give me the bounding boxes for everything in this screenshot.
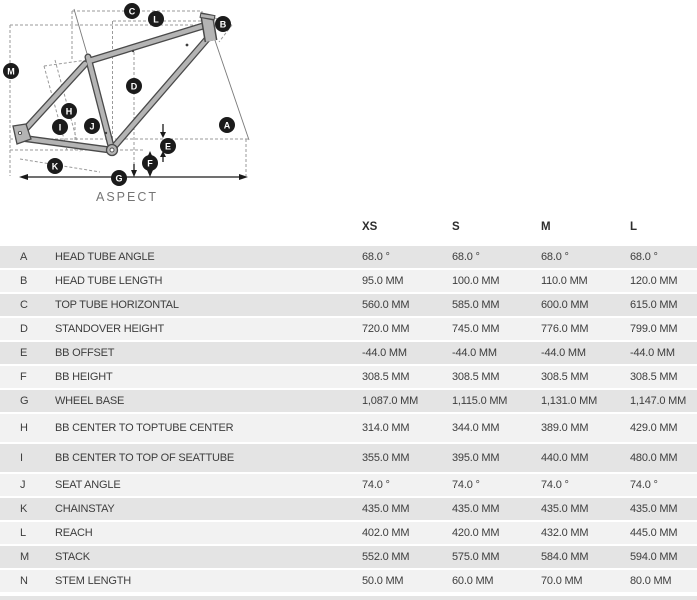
cell-xs: 560.0 MM — [362, 299, 410, 311]
svg-text:G: G — [115, 173, 123, 184]
row-label: STANDOVER HEIGHT — [55, 323, 165, 335]
cell-l: 80.0 MM — [630, 575, 672, 587]
svg-text:C: C — [128, 6, 136, 17]
cell-xs: 402.0 MM — [362, 527, 410, 539]
cell-s: 745.0 MM — [452, 323, 500, 335]
table-row-k — [0, 498, 697, 520]
row-letter: J — [20, 479, 26, 491]
row-label: STACK — [55, 551, 90, 563]
cell-m: 70.0 MM — [541, 575, 583, 587]
bike-frame-diagram-svg — [0, 0, 262, 208]
cell-xs: 308.5 MM — [362, 371, 410, 383]
cell-l: 594.0 MM — [630, 551, 678, 563]
svg-text:F: F — [147, 158, 153, 169]
cell-s: 100.0 MM — [452, 275, 500, 287]
cell-xs: 50.0 MM — [362, 575, 404, 587]
row-label: BB CENTER TO TOPTUBE CENTER — [55, 422, 234, 434]
row-letter: C — [20, 299, 28, 311]
row-letter: I — [20, 452, 23, 464]
table-row-h — [0, 414, 697, 442]
cell-s: 308.5 MM — [452, 371, 500, 383]
svg-text:H: H — [65, 106, 73, 117]
cell-m: 776.0 MM — [541, 323, 589, 335]
cell-l: 68.0 ° — [630, 251, 658, 263]
svg-text:M: M — [7, 66, 15, 77]
cell-m: 600.0 MM — [541, 299, 589, 311]
cell-l: 799.0 MM — [630, 323, 678, 335]
cell-l: -44.0 MM — [630, 347, 675, 359]
cell-l: 1,147.0 MM — [630, 395, 687, 407]
row-label: SEAT ANGLE — [55, 479, 121, 491]
diagram-marker-b — [215, 16, 231, 32]
cell-m: -44.0 MM — [541, 347, 586, 359]
diagram-marker-h — [61, 103, 77, 119]
cell-l: 308.5 MM — [630, 371, 678, 383]
row-label: HEAD TUBE ANGLE — [55, 251, 155, 263]
row-letter: A — [20, 251, 28, 263]
row-letter: M — [20, 551, 29, 563]
table-row-l — [0, 522, 697, 544]
table-row-c — [0, 294, 697, 316]
cell-l: 429.0 MM — [630, 422, 678, 434]
cell-l: 74.0 ° — [630, 479, 658, 491]
row-letter: E — [20, 347, 28, 359]
cell-s: 435.0 MM — [452, 503, 500, 515]
cell-xs: 1,087.0 MM — [362, 395, 419, 407]
cell-m: 1,131.0 MM — [541, 395, 598, 407]
cell-s: 74.0 ° — [452, 479, 480, 491]
cell-xs: 74.0 ° — [362, 479, 390, 491]
cell-xs: 314.0 MM — [362, 422, 410, 434]
row-label: HEAD TUBE LENGTH — [55, 275, 163, 287]
svg-text:L: L — [153, 14, 159, 25]
table-row-m — [0, 546, 697, 568]
row-letter: H — [20, 422, 28, 434]
diagram-marker-j — [84, 118, 100, 134]
svg-text:I: I — [58, 122, 62, 133]
cell-s: 60.0 MM — [452, 575, 494, 587]
diagram-marker-g — [111, 170, 127, 186]
row-label: REACH — [55, 527, 93, 539]
row-letter: D — [20, 323, 28, 335]
cell-m: 435.0 MM — [541, 503, 589, 515]
cell-s: 395.0 MM — [452, 452, 500, 464]
diagram-marker-c — [124, 3, 140, 19]
column-header-xs: XS — [362, 221, 378, 233]
cell-m: 74.0 ° — [541, 479, 569, 491]
cell-l: 120.0 MM — [630, 275, 678, 287]
next-row-edge — [0, 596, 697, 600]
row-label: BB HEIGHT — [55, 371, 113, 383]
cell-m: 389.0 MM — [541, 422, 589, 434]
frame-tubes — [13, 15, 215, 156]
diagram-caption: ASPECT — [95, 190, 159, 204]
table-row-b — [0, 270, 697, 292]
svg-text:D: D — [130, 81, 138, 92]
cell-l: 480.0 MM — [630, 452, 678, 464]
row-label: BB OFFSET — [55, 347, 115, 359]
diagram-marker-i — [52, 119, 68, 135]
diagram-marker-l — [148, 11, 164, 27]
row-label: TOP TUBE HORIZONTAL — [55, 299, 179, 311]
column-header-l: L — [630, 221, 638, 233]
row-label: STEM LENGTH — [55, 575, 132, 587]
svg-text:B: B — [219, 19, 227, 30]
column-header-m: M — [541, 221, 551, 233]
row-letter: F — [20, 371, 27, 383]
row-letter: N — [20, 575, 28, 587]
row-letter: K — [20, 503, 28, 515]
cell-xs: 435.0 MM — [362, 503, 410, 515]
diagram-marker-d — [126, 78, 142, 94]
table-row-i — [0, 444, 697, 472]
table-row-a — [0, 246, 697, 268]
svg-text:A: A — [223, 120, 231, 131]
cell-xs: 68.0 ° — [362, 251, 390, 263]
table-row-j — [0, 474, 697, 496]
cell-l: 615.0 MM — [630, 299, 678, 311]
row-label: BB CENTER TO TOP OF SEATTUBE — [55, 452, 234, 464]
cell-m: 584.0 MM — [541, 551, 589, 563]
cell-l: 445.0 MM — [630, 527, 678, 539]
diagram-marker-a — [219, 117, 235, 133]
diagram-marker-e — [160, 138, 176, 154]
cell-m: 432.0 MM — [541, 527, 589, 539]
diagram-marker-f — [142, 155, 158, 171]
cell-s: 585.0 MM — [452, 299, 500, 311]
svg-text:E: E — [164, 141, 172, 152]
column-header-s: S — [452, 221, 460, 233]
svg-text:J: J — [89, 121, 95, 132]
svg-text:K: K — [51, 161, 59, 172]
cell-xs: -44.0 MM — [362, 347, 407, 359]
row-letter: L — [20, 527, 26, 539]
cell-xs: 355.0 MM — [362, 452, 410, 464]
cell-s: 575.0 MM — [452, 551, 500, 563]
cell-xs: 552.0 MM — [362, 551, 410, 563]
cell-m: 308.5 MM — [541, 371, 589, 383]
table-row-n — [0, 570, 697, 592]
cell-s: 420.0 MM — [452, 527, 500, 539]
cell-m: 110.0 MM — [541, 275, 588, 287]
cell-s: -44.0 MM — [452, 347, 497, 359]
row-label: WHEEL BASE — [55, 395, 125, 407]
table-row-g — [0, 390, 697, 412]
cell-s: 1,115.0 MM — [452, 395, 508, 407]
cell-s: 344.0 MM — [452, 422, 500, 434]
row-letter: G — [20, 395, 29, 407]
cell-l: 435.0 MM — [630, 503, 678, 515]
row-letter: B — [20, 275, 28, 287]
table-row-f — [0, 366, 697, 388]
table-row-d — [0, 318, 697, 340]
table-header-row — [0, 208, 697, 246]
frame-geometry-diagram — [0, 0, 262, 208]
cell-xs: 95.0 MM — [362, 275, 404, 287]
diagram-marker-m — [3, 63, 19, 79]
cell-xs: 720.0 MM — [362, 323, 410, 335]
geometry-table — [0, 208, 697, 594]
cell-s: 68.0 ° — [452, 251, 480, 263]
table-row-e — [0, 342, 697, 364]
row-label: CHAINSTAY — [55, 503, 115, 515]
cell-m: 68.0 ° — [541, 251, 569, 263]
cell-m: 440.0 MM — [541, 452, 589, 464]
diagram-marker-k — [47, 158, 63, 174]
